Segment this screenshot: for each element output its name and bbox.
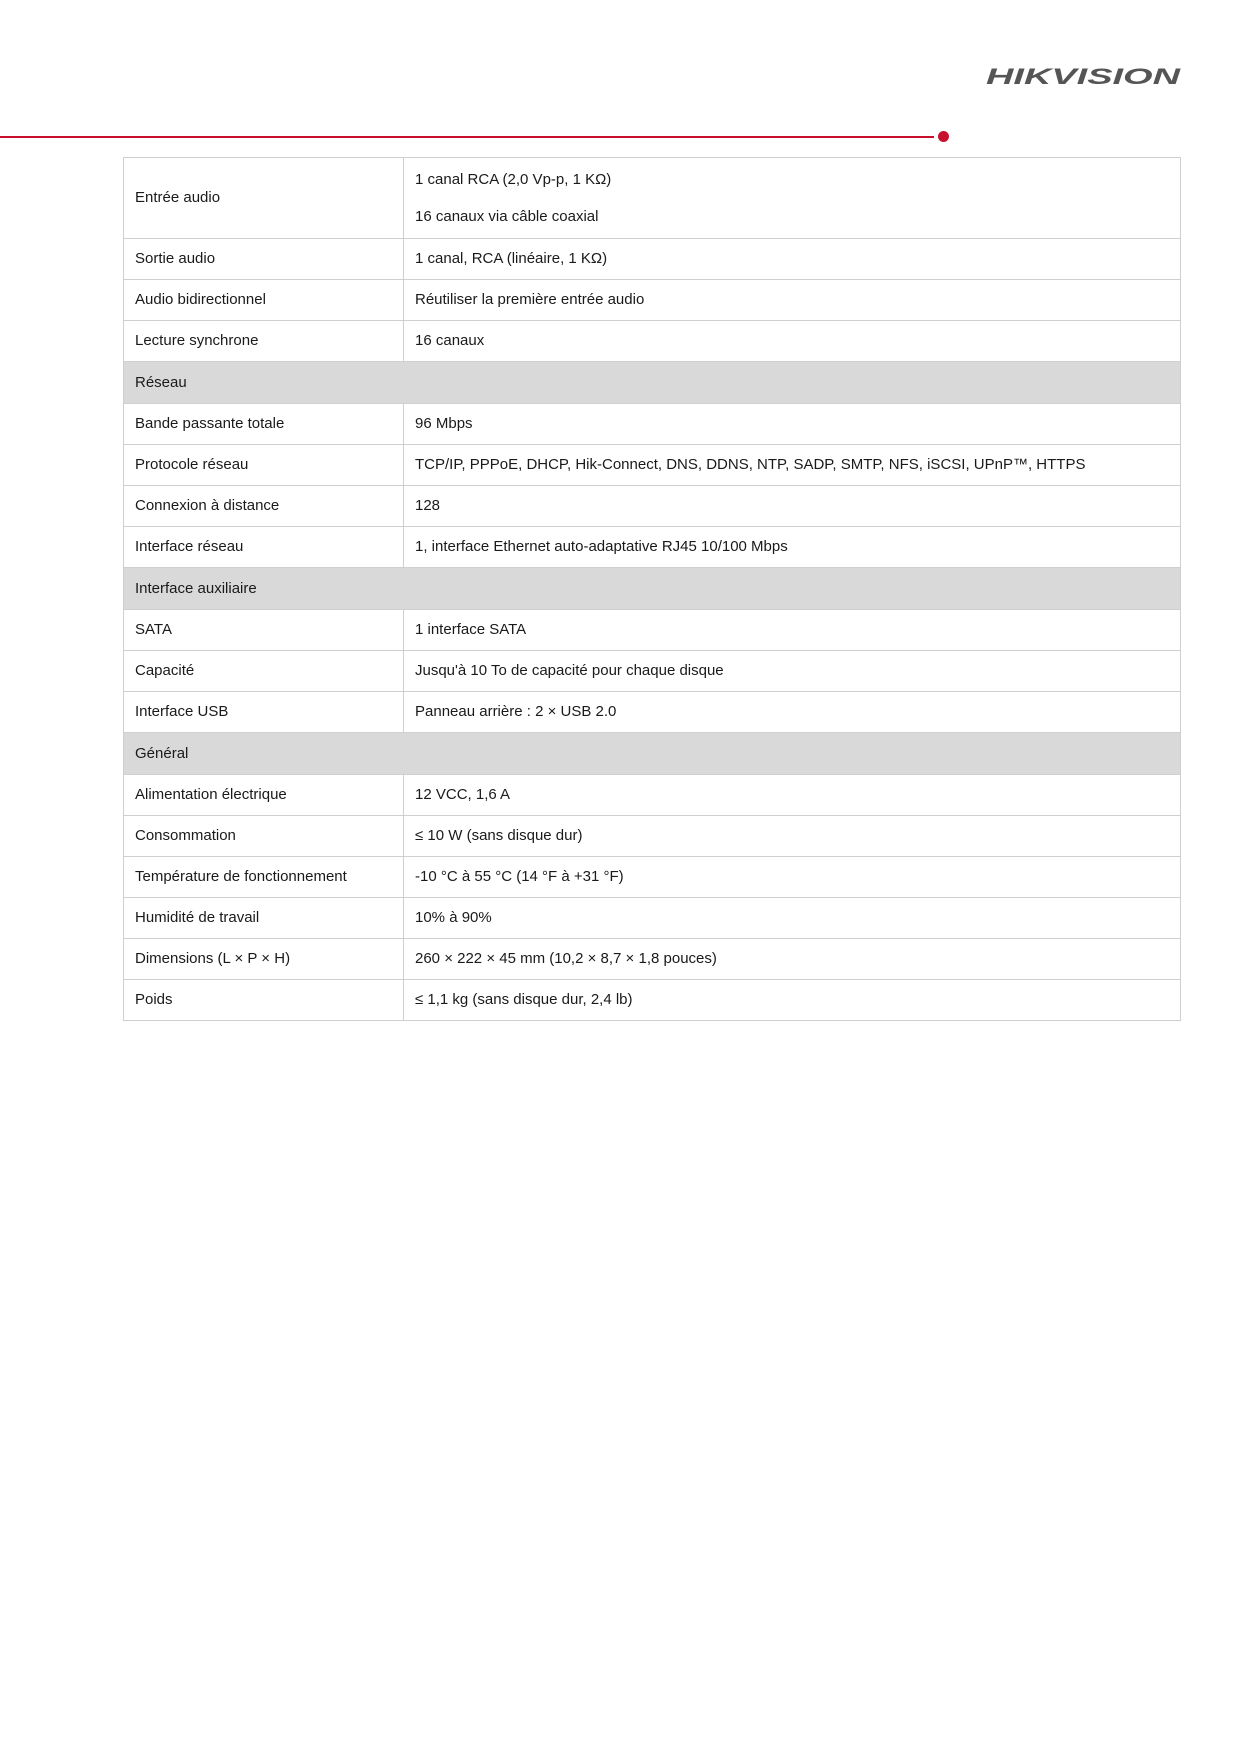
- section-header-network: [124, 362, 1181, 404]
- spec-label: Capacité: [124, 651, 404, 692]
- spec-value: Jusqu'à 10 To de capacité pour chaque disque: [404, 651, 1181, 692]
- spec-row-network-interface: [124, 527, 1181, 568]
- spec-row-total-bandwidth: [124, 404, 1181, 445]
- section-title: Général: [124, 733, 1181, 775]
- section-title: Réseau: [124, 362, 1181, 404]
- spec-value: 96 Mbps: [404, 404, 1181, 445]
- spec-row-weight: [124, 980, 1181, 1021]
- spec-row-remote-connection: [124, 486, 1181, 527]
- spec-row-capacity: [124, 651, 1181, 692]
- spec-label: Connexion à distance: [124, 486, 404, 527]
- spec-label: Audio bidirectionnel: [124, 280, 404, 321]
- spec-row-consumption: [124, 816, 1181, 857]
- spec-label: Entrée audio: [124, 158, 404, 239]
- spec-value: 1, interface Ethernet auto-adaptative RJ45 10/100 Mbps: [404, 527, 1181, 568]
- hikvision-logo: [986, 64, 1182, 90]
- spec-table: [123, 157, 1181, 1021]
- spec-row-sata: [124, 610, 1181, 651]
- spec-value-line: 16 canaux via câble coaxial: [415, 207, 599, 225]
- spec-row-sync-playback: [124, 321, 1181, 362]
- section-header-aux: [124, 568, 1181, 610]
- spec-label: Humidité de travail: [124, 898, 404, 939]
- spec-row-usb: [124, 692, 1181, 733]
- spec-row-network-protocol: [124, 445, 1181, 486]
- spec-label: Sortie audio: [124, 239, 404, 280]
- spec-value: ≤ 10 W (sans disque dur): [404, 816, 1181, 857]
- spec-value: 1 canal, RCA (linéaire, 1 KΩ): [404, 239, 1181, 280]
- spec-label: Lecture synchrone: [124, 321, 404, 362]
- spec-value: ≤ 1,1 kg (sans disque dur, 2,4 lb): [404, 980, 1181, 1021]
- section-header-general: [124, 733, 1181, 775]
- spec-value: 260 × 222 × 45 mm (10,2 × 8,7 × 1,8 pouces): [404, 939, 1181, 980]
- spec-value: 1 interface SATA: [404, 610, 1181, 651]
- header-rule-dot: [938, 131, 949, 142]
- section-title: Interface auxiliaire: [124, 568, 1181, 610]
- spec-row-operating-temp: [124, 857, 1181, 898]
- spec-label: Bande passante totale: [124, 404, 404, 445]
- spec-label: Interface USB: [124, 692, 404, 733]
- spec-label: Poids: [124, 980, 404, 1021]
- spec-label: Interface réseau: [124, 527, 404, 568]
- spec-value: 10% à 90%: [404, 898, 1181, 939]
- spec-label: Température de fonctionnement: [124, 857, 404, 898]
- spec-value: 12 VCC, 1,6 A: [404, 775, 1181, 816]
- spec-value: 128: [404, 486, 1181, 527]
- spec-value: -10 °C à 55 °C (14 °F à +31 °F): [404, 857, 1181, 898]
- spec-label: Dimensions (L × P × H): [124, 939, 404, 980]
- spec-row-audio-output: [124, 239, 1181, 280]
- spec-row-audio-input: [124, 158, 1181, 239]
- logo-wordmark: [986, 64, 1182, 90]
- spec-value-line: 1 canal RCA (2,0 Vp-p, 1 KΩ): [415, 170, 612, 188]
- spec-row-humidity: [124, 898, 1181, 939]
- spec-value: 16 canaux: [404, 321, 1181, 362]
- spec-row-power-supply: [124, 775, 1181, 816]
- header-rule: [0, 136, 934, 138]
- spec-label: Consommation: [124, 816, 404, 857]
- spec-row-dimensions: [124, 939, 1181, 980]
- spec-row-two-way-audio: [124, 280, 1181, 321]
- spec-label: SATA: [124, 610, 404, 651]
- spec-label: Alimentation électrique: [124, 775, 404, 816]
- spec-value: [404, 158, 1181, 239]
- logo-text: HIKVISION: [986, 64, 1182, 89]
- spec-label: Protocole réseau: [124, 445, 404, 486]
- spec-value: Panneau arrière : 2 × USB 2.0: [404, 692, 1181, 733]
- spec-value: Réutiliser la première entrée audio: [404, 280, 1181, 321]
- spec-value: TCP/IP, PPPoE, DHCP, Hik-Connect, DNS, DDNS, NTP, SADP, SMTP, NFS, iSCSI, UPnP™, HTTPS: [404, 445, 1181, 486]
